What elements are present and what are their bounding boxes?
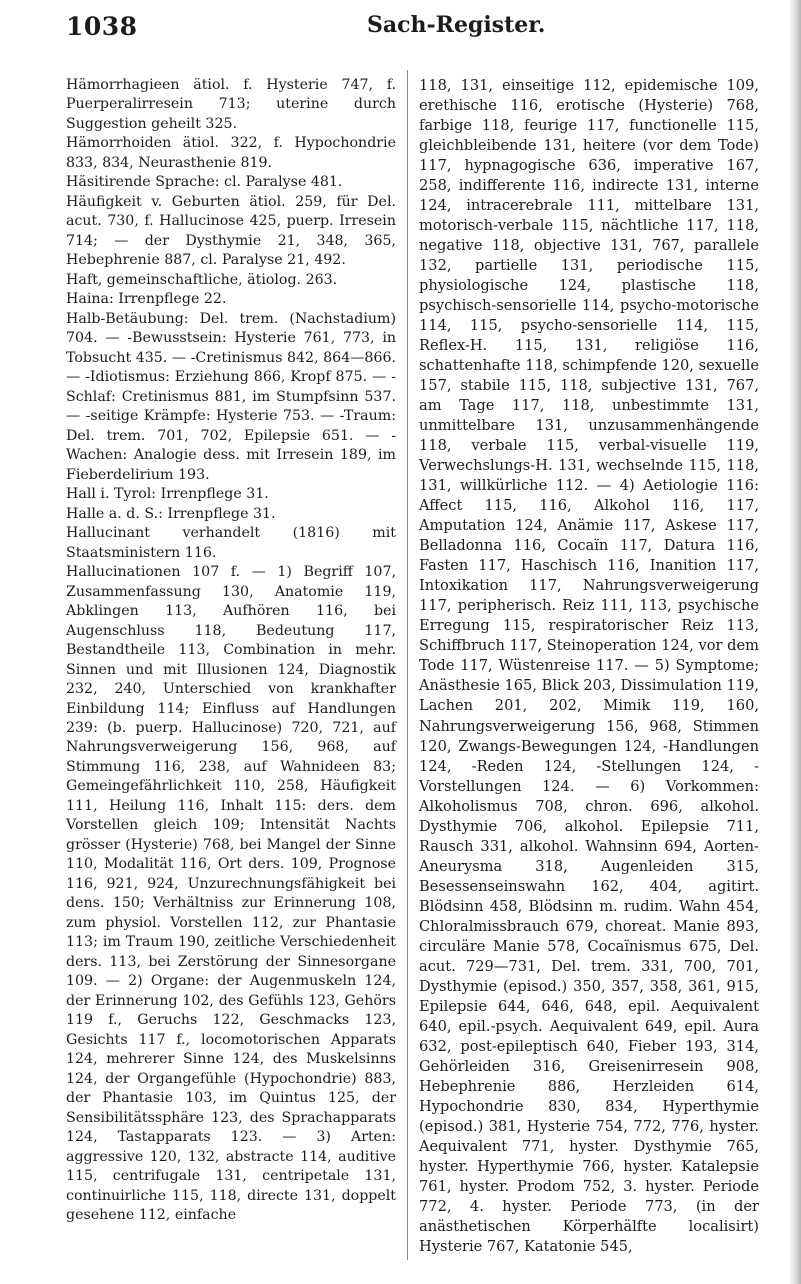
index-entry: Hallucinationen 107 f. — 1) Begriff 107, Zusammenfassung 130, Anatomie 119, Abklingen 113, Aufhören 116, bei Augenschluss 118, Bedeutung 117, Bestandtheile 113, Combination in mehr. Sinnen und mit Illusionen 124, Diagnostik 232, 240, Unterschied von krankhafter Einbildung 114; Einfluss auf Handlungen 239: (b. puerp. Hallucinose) 720, 721, auf Nahrungsverweigerung 156, 968, auf Stimmung 116, 238, auf Wahnideen 83; Gemeingefährlichkeit 110, 258, Häufigkeit 111, Heilung 116, Inhalt 115: ders. dem Vorstellen gleich 109; Intensität Nachts grösser (Hysterie) 768, bei Mangel der Sinne 110, Modalität 116, Ort ders. 109, Prognose 116, 921, 924, Unzurechnungsfähigkeit bei dens. 150; Verhältniss zur Erinnerung 108, zum physiol. Vorstellen 112, zur Phantasie 113; im Traum 190, zeitliche Verschiedenheit ders. 113, bei Zerstörung der Sinnesorgane 109. — 2) Organe: der Augenmuskeln 124, der Erinnerung 102, des Gefühls 123, Gehörs 119 f., Geruchs 122, Geschmacks 123, Gesichts 117 f., locomotorischen Apparats 124, mehrerer Sinne 124, des Muskelsinns 124, der Organgefühle (Hypochondrie) 883, der Phantasie 103, im Quintus 125, der Sensibilitätssphäre 123, des Sprachapparats 124, Tastapparats 123. — 3) Arten: aggressive 120, 132, abstracte 114, auditive 115, centrifugale 131, centripetale 131, continuirliche 115, 118, directe 131, doppelt gesehene 112, einfache (66, 564, 396, 1224)
page-number: 1038 (66, 12, 138, 41)
index-entry-continued: 118, 131, einseitige 112, epidemische 109, erethische 116, erotische (Hysterie) 768, farbige 118, feurige 117, functionelle 115, gleichbleibende 131, heitere (vor dem Tode) 117, hypnagogische 636, imperative 167, 258, indifferente 116, indirecte 131, interne 124, intracerebrale 111, mittelbare 131, motorisch-verbale 115, nächtliche 117, 118, negative 118, objective 131, 767, parallele 132, partielle 131, periodische 115, physiologische 124, plastische 118, psychisch-sensorielle 114, psycho-motorische 114, 115, psycho-sensorielle 114, 115, Reflex-H. 115, 131, religiöse 116, schattenhafte 118, schimpfende 120, sexuelle 157, stabile 115, 118, subjective 131, 767, am Tage 117, 118, unbestimmte 131, unmittelbare 131, unzusammenhängende 118, verbale 115, verbal-visuelle 119, Verwechslungs-H. 131, wechselnde 115, 118, 131, willkürliche 112. — 4) Aetiologie 116: Affect 115, 116, Alkohol 116, 117, Amputation 124, Anämie 117, Askese 117, Belladonna 116, Cocaïn 117, Datura 116, Fasten 117, Haschisch 116, Inanition 117, Intoxikation 117, Nahrungsverweigerung 117, peripherisch. Reiz 111, 113, psychische Erregung 115, respiratorischer Reiz 113, Schiffbruch 117, Steinoperation 124, vor dem Tode 117, Wüstenreise 117. — 5) Symptome; Anästhesie 165, Blick 203, Dissimulation 119, Lachen 201, 202, Mimik 119, 160, Nahrungsverweigerung 156, 968, Stimmen 120, Zwangs-Bewegungen 124, -Handlungen 124, -Reden 124, -Stellungen 124, -Vorstellungen 124. — 6) Vorkommen: Alkoholismus 708, chron. 696, alkohol. Dysthymie 706, alkohol. Epilepsie 711, Rausch 331, alkohol. Wahnsinn 694, Aorten-Aneurysma 318, Augenleiden 315, Besessenseinswahn 162, 404, agitirt. Blödsinn 458, Blödsinn m. rudim. Wahn 454, Chloralmissbrauch 679, choreat. Manie 893, circuläre Manie 578, Cocaïnismus 675, Del. acut. 729—731, Del. trem. 331, 700, 701, Dysthymie (episod.) 350, 357, 358, 361, 915, Epilepsie 644, 646, 648, epil. Aequivalent 640, epil.-psych. Aequivalent 649, epil. Aura 632, post-epileptisch 640, Fieber 193, 314, Gehörleiden 316, Greisenirresein 908, Hebephrenie 886, Herzleiden 614, Hypochondrie 830, 834, Hyperthymie (episod.) 381, Hysterie 754, 772, 776, hyster. Aequivalent 771, hyster. Dysthymie 765, hyster. Hyperthymie 766, hyster. Katalepsie 761, hyster. Prodom 752, 3. hyster. Periode 772, 4. hyster. Periode 773, (in der anästhetischen Körperhälfte localisirt) Hysterie 767, Katatonie 545, (419, 77, 759, 1255)
index-entry: Halb-Betäubung: Del. trem. (Nachstadium) 704. — -Bewusstsein: Hysterie 761, 773, in Tobsucht 435. — -Cretinismus 842, 864—866. — -Idiotismus: Erziehung 866, Kropf 875. — -Schlaf: Cretinismus 881, im Stumpfsinn 537. — -seitige Krämpfe: Hysterie 753. — -Traum: Del. trem. 701, 702, Epilepsie 651. — -Wachen: Analogie dess. mit Irresein 189, im Fieberdelirium 193. (66, 310, 396, 483)
index-entry: Haft, gemeinschaftliche, ätiolog. 263. (66, 271, 338, 288)
index-entry: Hämorrhagieen ätiol. f. Hysterie 747, f. Puerperalirresein 713; uterine durch Suggestion geheilt 325. (66, 77, 396, 132)
index-entry: Häsitirende Sprache: cl. Paralyse 481. (66, 174, 343, 191)
index-entry: Hall i. Tyrol: Irrenpflege 31. (66, 486, 269, 503)
index-entry: Hallucinant verhandelt (1816) mit Staatsministern 116. (66, 525, 396, 561)
column-divider (407, 70, 408, 1260)
index-entry: Hämorrhoiden ätiol. 322, f. Hypochondrie 833, 834, Neurasthenie 819. (66, 135, 396, 171)
index-column-left (66, 76, 396, 1226)
running-head: Sach-Register. (367, 12, 546, 38)
index-entry: Halle a. d. S.: Irrenpflege 31. (66, 505, 276, 522)
index-entry: Häufigkeit v. Geburten ätiol. 259, für Del. acut. 730, f. Hallucinose 425, puerp. Irresein 714; — der Dysthymie 21, 348, 365, Hebephrenie 887, cl. Paralyse 21, 492. (66, 193, 396, 269)
page-edge (789, 0, 801, 1284)
index-column-right (419, 76, 759, 1257)
index-entry: Haina: Irrenpflege 22. (66, 291, 227, 308)
